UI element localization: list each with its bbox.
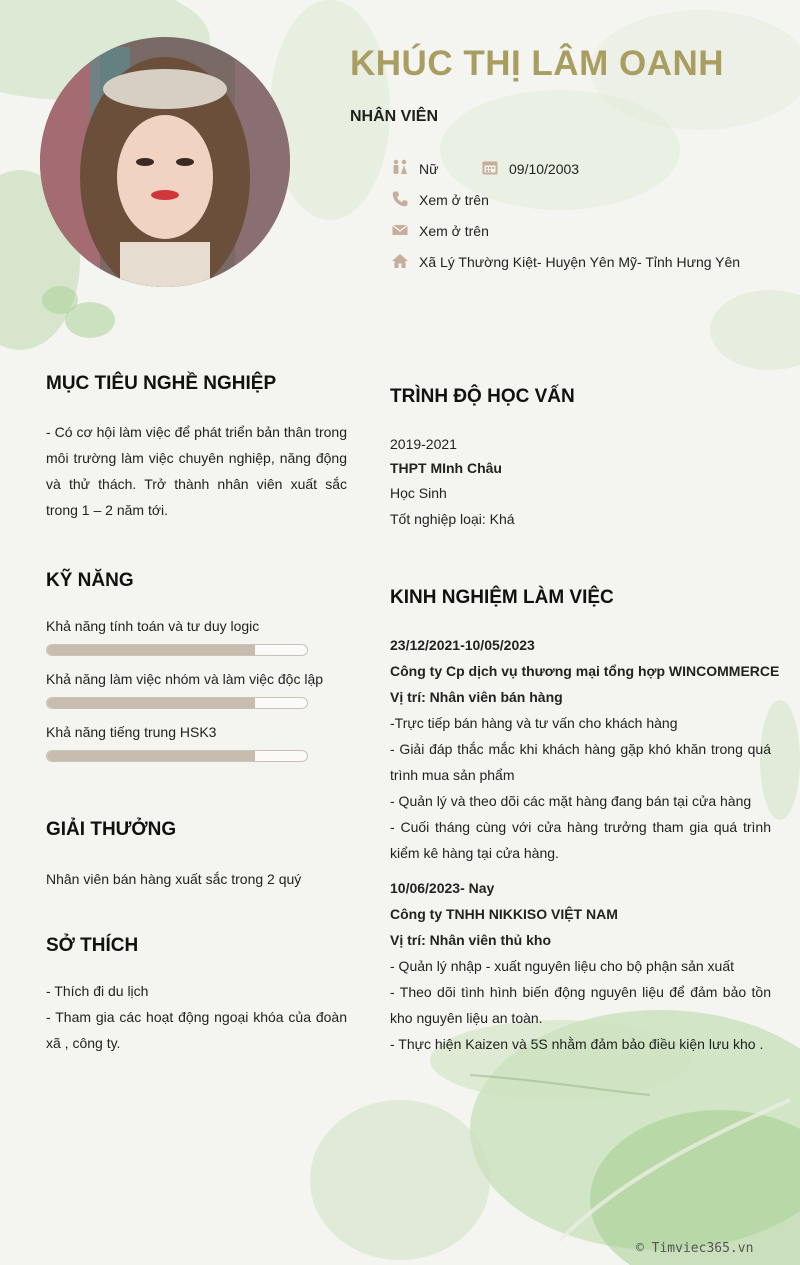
job-task: - Quản lý và theo dõi các mặt hàng đang bán tại cửa hàng [390, 793, 752, 809]
candidate-name: KHÚC THỊ LÂM OANH [350, 44, 725, 83]
address [419, 254, 740, 270]
award-item: Nhân viên bán hàng xuất sắc trong 2 quý [46, 871, 302, 887]
hobbies-heading: SỞ THÍCH [46, 935, 139, 956]
phone-icon [391, 190, 409, 208]
job-company: Công ty TNHH NIKKISO VIỆT NAM [390, 906, 618, 922]
awards-heading: GIẢI THƯỞNG [46, 819, 177, 840]
job-company: Công ty Cp dịch vụ thương mại tổng hợp WINCOMMERCE [390, 663, 780, 679]
skill-label: Khả năng tính toán và tư duy logic [46, 618, 260, 634]
skill-bar [46, 750, 308, 762]
job-task: - Giải đáp thắc mắc khi khách hàng gặp khó khăn trong quá trình mua sản phẩm [390, 741, 771, 783]
email-value: Xem ở trên [419, 223, 489, 239]
skill-label: Khả năng tiếng trung HSK3 [46, 724, 217, 740]
avatar [40, 37, 290, 287]
email [419, 223, 489, 239]
job-task: - Thực hiện Kaizen và 5S nhằm đảm bảo điều kiện lưu kho . [390, 1036, 764, 1052]
hobby-item: - Thích đi du lịch [46, 983, 149, 999]
gender [419, 161, 438, 177]
education-period: 2019-2021 [390, 436, 457, 452]
home-icon [391, 252, 409, 270]
phone-value: Xem ở trên [419, 192, 489, 208]
job-entry [390, 875, 771, 1057]
job-period: 23/12/2021-10/05/2023 [390, 637, 535, 653]
job-role: Vị trí: Nhân viên bán hàng [390, 689, 563, 705]
job-task: - Cuối tháng cùng với cửa hàng trưởng tham gia quá trình kiểm kê hàng tại cửa hàng. [390, 819, 771, 861]
job-task: - Theo dõi tình hình biến động nguyên liệu để đảm bảo tồn kho nguyên liệu an toàn. [390, 984, 771, 1026]
job-period: 10/06/2023- Nay [390, 880, 495, 896]
education-school: THPT MInh Châu [390, 460, 502, 476]
skill-bar-fill [47, 645, 255, 655]
birthdate-value: 09/10/2003 [509, 161, 580, 177]
skill-bar [46, 644, 308, 656]
job-title: NHÂN VIÊN [350, 108, 439, 125]
education-heading: TRÌNH ĐỘ HỌC VẤN [390, 386, 575, 407]
calendar-icon [481, 159, 499, 177]
job-role: Vị trí: Nhân viên thủ kho [390, 932, 552, 948]
gender-value: Nữ [419, 161, 439, 177]
job-task: -Trực tiếp bán hàng và tư vấn cho khách hàng [390, 715, 678, 731]
skill-bar [46, 697, 308, 709]
hobbies-list [46, 978, 347, 1056]
career-goal-text: - Có cơ hội làm việc để phát triển bản thân trong môi trường làm việc chuyên nghiệp, năng động và thử thách. Trở thành nhân viên xuất sắc trong 1 – 2 năm tới. [46, 424, 347, 518]
job-entry [390, 632, 780, 866]
job-task: - Quản lý nhập - xuất nguyên liệu cho bộ phận sản xuất [390, 958, 735, 974]
education-grade: Tốt nghiệp loại: Khá [390, 511, 515, 527]
watermark: © Timviec365.vn [636, 1241, 754, 1256]
address-value: Xã Lý Thường Kiệt- Huyện Yên Mỹ- Tỉnh Hưng Yên [419, 254, 741, 270]
gender-icon [391, 159, 409, 177]
phone [419, 192, 489, 208]
skills-heading: KỸ NĂNG [46, 570, 134, 591]
email-icon [391, 221, 409, 239]
skill-label: Khả năng làm việc nhóm và làm việc độc lập [46, 671, 324, 687]
hobby-item: - Tham gia các hoạt động ngoại khóa của đoàn xã , công ty. [46, 1009, 347, 1051]
education-major: Học Sinh [390, 485, 447, 501]
career-goal-heading: MỤC TIÊU NGHỀ NGHIỆP [46, 373, 277, 394]
avatar-photo [40, 37, 290, 287]
skill-bar-fill [47, 751, 255, 761]
skill-bar-fill [47, 698, 255, 708]
experience-heading: KINH NGHIỆM LÀM VIỆC [390, 587, 614, 608]
birthdate [509, 161, 579, 177]
